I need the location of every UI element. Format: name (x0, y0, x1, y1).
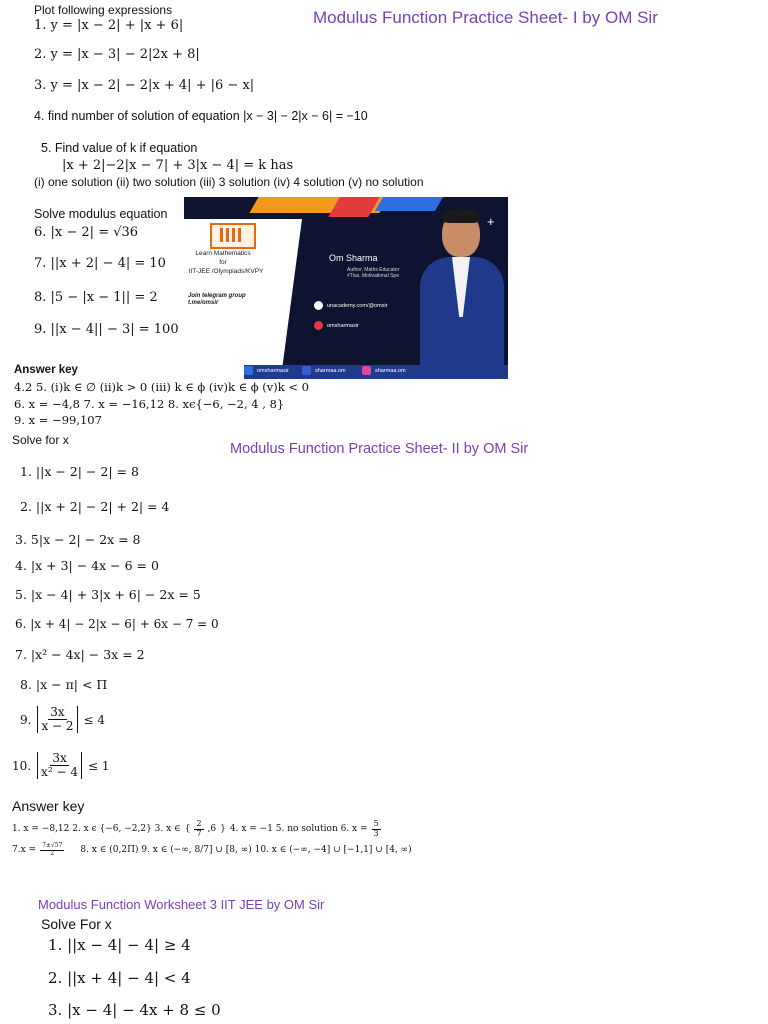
facebook-icon (302, 366, 311, 375)
unacademy-link[interactable]: unacademy.com/@omsir (314, 301, 388, 310)
banner-for: for (219, 259, 227, 266)
sheet-3-title: Modulus Function Worksheet 3 IIT JEE by OM Sir (38, 897, 325, 912)
question-7: 7. ||x + 2| − 4| = 10 (34, 256, 166, 271)
question-1: 1. y = |x − 2| + |x + 6| (34, 18, 184, 33)
instagram-link[interactable]: sharmaa.om (362, 366, 406, 375)
sheet-1-title: Modulus Function Practice Sheet- I by OM Sir (313, 8, 658, 27)
question-8: 8. |5 − |x − 1|| = 2 (34, 290, 158, 305)
question-6: 6. |x − 2| = √36 (34, 225, 139, 240)
question-5-heading: 5. Find value of k if equation (41, 141, 198, 155)
sheet-2-title: Modulus Function Practice Sheet- II by OM Sir (230, 441, 529, 457)
s2-question-3: 3. 5|x − 2| − 2x = 8 (15, 532, 141, 547)
promo-banner (184, 197, 508, 379)
s2-question-5: 5. |x − 4| + 3|x + 6| − 2x = 5 (15, 587, 201, 602)
solve-for-x-2: Solve for x (12, 433, 69, 447)
answer-line-1: 4.2 5. (i)k ∈ ∅ (ii)k > 0 (iii) k ∈ ϕ (iv)k ∈ ϕ (v)k < 0 (14, 380, 309, 394)
s2-answer-line-1: 1. x = −8,12 2. x ϵ {−6, −2,2} 3. x ∈ { $\frac{2}{7}$ ,6 } 4. x = −1 5. no solution 6. x = $\frac{5}{3}$ (12, 819, 379, 838)
s2-question-1: 1. ||x − 2| − 2| = 8 (20, 464, 139, 479)
youtube-link[interactable]: omsharmasir (314, 321, 359, 330)
answer-line-2: 6. x = −4,8 7. x = −16,12 8. xϵ{−6, −2, 4 , 8} (14, 397, 285, 411)
s2-question-8: 8. |x − π| < Π (20, 677, 108, 692)
solve-for-x-3: Solve For x (41, 916, 112, 932)
brand-logo-icon (210, 223, 256, 249)
intro-heading: Plot following expressions (34, 3, 173, 17)
globe-icon (314, 301, 323, 310)
banner-telegram: Join telegram group t.me/omsir (188, 293, 246, 306)
banner-learn: Learn Mathematics (195, 250, 251, 257)
banner-exams: IIT-JEE /Olympiads/KVPY (188, 268, 264, 275)
s2-question-2: 2. ||x + 2| − 2| + 2| = 4 (20, 499, 170, 514)
question-5-equation: |x + 2|−2|x − 7| + 3|x − 4| = k has (62, 158, 294, 173)
facebook-link[interactable]: sharmaa.om (302, 366, 346, 375)
presenter-role: Author, Maths Educator #Tlas, Motivational Spe (347, 267, 400, 279)
youtube-icon (314, 321, 323, 330)
instagram-icon (362, 366, 371, 375)
question-3: 3. y = |x − 2| − 2|x + 4| + |6 − x| (34, 78, 255, 93)
s2-question-10: 10. $\frac{3x}{\text{x² − 4}}$ ≤ 1 (12, 751, 110, 780)
question-5-options: (i) one solution (ii) two solution (iii) 3 solution (iv) 4 solution (v) no solution (34, 175, 424, 189)
answer-line-3: 9. x = −99,107 (14, 413, 102, 427)
question-4: 4. find number of solution of equation |x − 3| − 2|x − 6| = −10 (34, 109, 368, 123)
s3-question-1: 1. ||x − 4| − 4| ≥ 4 (48, 936, 191, 954)
presenter-photo (420, 205, 504, 379)
answer-key-heading-1: Answer key (14, 364, 78, 376)
presenter-name: Om Sharma (329, 253, 378, 263)
solve-heading: Solve modulus equation (34, 207, 168, 221)
s2-question-4: 4. |x + 3| − 4x − 6 = 0 (15, 558, 159, 573)
question-9: 9. ||x − 4|| − 3| = 100 (34, 322, 179, 337)
s3-question-2: 2. ||x + 4| − 4| < 4 (48, 969, 191, 987)
plus-icon: + (487, 214, 495, 229)
answer-key-heading-2: Answer key (12, 798, 85, 814)
s3-question-3: 3. |x − 4| − 4x + 8 ≤ 0 (48, 1001, 221, 1019)
s2-question-9: 9. $\frac{3x}{x - 2}$ ≤ 4 (20, 705, 106, 734)
linkedin-icon (244, 366, 253, 375)
s2-answer-line-2: 7.x = $\frac{7\pm√57}{2}$ 8. x ∈ (0,2Π) 9. x ∈ (−∞, 8/7] ∪ [8, ∞) 10. x ∈ (−∞, −4] ∪ [−1,1] ∪ [4, ∞) (12, 842, 412, 857)
linkedin-link[interactable]: omsharmasir (244, 366, 289, 375)
question-2: 2. y = |x − 3| − 2|2x + 8| (34, 47, 200, 62)
s2-question-6: 6. |x + 4| − 2|x − 6| + 6x − 7 = 0 (15, 617, 219, 631)
s2-question-7: 7. |x² − 4x| − 3x = 2 (15, 647, 145, 662)
